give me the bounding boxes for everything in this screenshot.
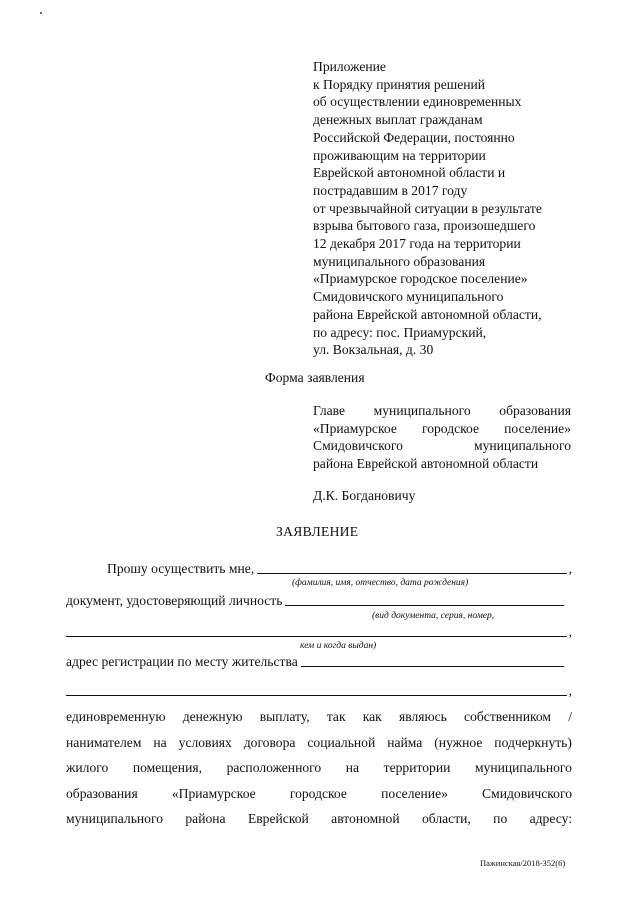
word: социальной (307, 734, 376, 750)
addressee-signer: Д.К. Богдановичу (313, 488, 416, 503)
word: нанимателем (66, 734, 142, 750)
word: являюсь (398, 709, 447, 724)
address-field-2[interactable] (66, 694, 567, 696)
word: Смидовичского (313, 438, 403, 453)
scan-speck (40, 12, 42, 14)
appendix-line: проживающим на территории (313, 147, 486, 163)
comma: , (568, 683, 572, 698)
comma: , (568, 624, 572, 639)
address-field[interactable] (301, 665, 564, 667)
appendix-line: к Порядку принятия решений (313, 76, 486, 92)
appendix-line: денежных выплат гражданам (313, 112, 483, 128)
word: образования (66, 785, 138, 801)
word: муниципального (66, 811, 164, 827)
appendix-line: Приложение (313, 59, 386, 74)
word: Еврейской (247, 811, 309, 827)
fullname-hint: (фамилия, имя, отчество, дата рождения) (292, 578, 469, 588)
appendix-line: взрыва бытового газа, произошедшего (313, 218, 536, 234)
appendix-header (313, 58, 583, 359)
request-row (107, 561, 572, 577)
word: денежную (182, 709, 243, 724)
paragraph-line (66, 704, 572, 730)
paragraph-line (66, 730, 572, 756)
word: условиях (178, 734, 232, 750)
word: района (185, 811, 226, 827)
appendix-line: по адресу: пос. Приамурский, (313, 324, 487, 340)
word: на (153, 734, 167, 750)
word: единовременную (66, 709, 166, 724)
id-doc-row (66, 593, 566, 609)
appendix-line: от чрезвычайной ситуации в результате (313, 200, 542, 216)
id-doc-label: документ, удостоверяющий личность (66, 593, 283, 608)
word: помещения, (132, 760, 202, 776)
address-label: адрес регистрации по месту жительства (66, 654, 298, 669)
appendix-line: района Еврейской автономной области, (313, 306, 542, 322)
word: выплату, (259, 709, 310, 724)
word: области, (421, 811, 471, 827)
word: поселение» (381, 785, 448, 801)
word: / (568, 709, 572, 724)
issued-row (66, 624, 572, 640)
form-title: Форма заявления (265, 370, 365, 385)
issued-hint: кем и когда выдан) (300, 641, 377, 651)
addressee-line (313, 420, 571, 438)
word: подчеркнуть) (494, 734, 572, 750)
addressee-line: района Еврейской автономной области (313, 455, 539, 471)
appendix-line: пострадавшим в 2017 году (313, 182, 468, 198)
word: «Приамурское (171, 785, 256, 801)
word: на (345, 760, 360, 776)
word: адресу: (529, 811, 572, 827)
word: как (362, 709, 382, 724)
appendix-line: «Приамурское городское поселение» (313, 271, 528, 287)
word: собственником (464, 709, 552, 724)
appendix-line: Еврейской автономной области и (313, 165, 506, 181)
word: договора (243, 734, 296, 750)
word: (нужное (434, 734, 483, 750)
addressee-line (313, 402, 571, 420)
address-continuation-row (66, 683, 572, 699)
word: автономной (331, 811, 400, 827)
id-doc-hint: (вид документа, серия, номер, (372, 611, 495, 621)
statement-paragraph (66, 704, 572, 832)
addressee-line (313, 437, 571, 455)
word: городское (421, 420, 480, 436)
appendix-line: Смидовичского муниципального (313, 289, 504, 305)
word: расположенного (226, 760, 322, 776)
appendix-line: 12 декабря 2017 года на территории (313, 236, 521, 252)
word: муниципального (373, 403, 471, 418)
word: Смидовичского (482, 785, 572, 801)
word: так (326, 709, 346, 724)
word: жилого (66, 760, 109, 776)
word: муниципального (474, 760, 572, 776)
paragraph-line (66, 755, 572, 781)
appendix-line: ул. Вокзальная, д. 30 (313, 342, 434, 358)
word: по (493, 811, 508, 827)
word: «Приамурское (313, 420, 397, 436)
word: Главе (313, 403, 346, 418)
word: территории (383, 760, 451, 776)
issued-field[interactable] (66, 635, 567, 637)
word: образования (499, 403, 571, 418)
id-doc-field[interactable] (285, 604, 564, 606)
fullname-field[interactable] (257, 572, 566, 574)
address-row (66, 654, 566, 670)
paragraph-line (66, 781, 572, 807)
appendix-line: муниципального образования (313, 253, 486, 269)
appendix-line: Российской Федерации, постоянно (313, 129, 515, 145)
word: городское (289, 785, 347, 801)
word: поселение» (504, 420, 571, 436)
paragraph-line (66, 806, 572, 832)
request-label: Прошу осуществить мне, (107, 561, 255, 576)
document-title: ЗАЯВЛЕНИЕ (276, 524, 359, 539)
comma: , (568, 561, 572, 576)
addressee-block (313, 402, 571, 472)
appendix-line: об осуществлении единовременных (313, 94, 522, 110)
word: муниципального (473, 438, 571, 453)
document-footer-code: Пажинская/2018-352(6) (480, 858, 566, 868)
word: найма (387, 734, 423, 750)
